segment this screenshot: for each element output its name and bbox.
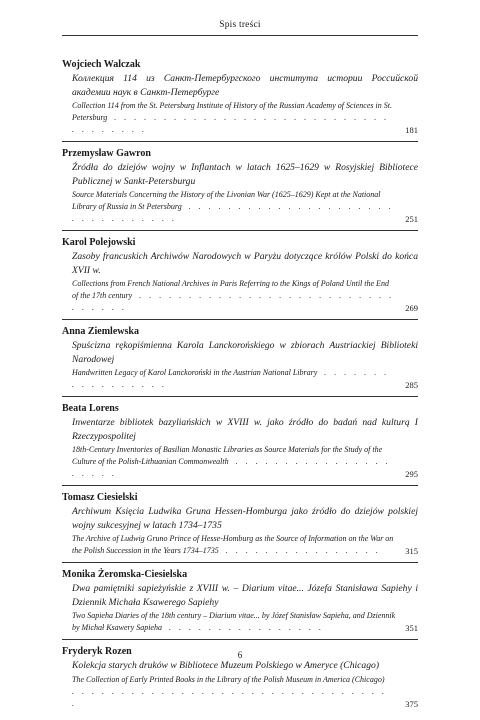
entry-translation: Handwritten Legacy of Karol Lanckoroński in the Austrian National Library	[72, 368, 318, 377]
entry-page-number: 251	[405, 214, 418, 224]
entry-translation: Collections from French National Archives in Paris Referring to the Kings of Poland Until the End of the 17th century	[72, 279, 389, 300]
entry-author: Beata Lorens	[62, 403, 119, 414]
toc-entry[interactable]	[62, 491, 418, 563]
running-header-title: Spis treści	[219, 20, 261, 30]
entry-page-number: 285	[405, 380, 418, 390]
entry-title: Kolekcja starych druków w Bibliotece Muzeum Polskiego w Ameryce (Chicago)	[72, 660, 380, 671]
entry-page-number: 269	[405, 303, 418, 313]
page-footer	[0, 650, 480, 660]
page-number: 6	[237, 650, 243, 660]
leader-dots: . . . . . . . . . . . . . . . .	[163, 623, 324, 632]
entry-title: Źródła do dziejów wojny w Inflantach w latach 1625–1629 w Rosyjskiej Bibliotece Publicznej w Sankt-Petersburgu	[72, 162, 418, 187]
entry-title: Dwa pamiętniki sapieżyńskie z XVIII w. – Diarium vitae... Józefa Stanisława Sapiehy i Dziennik Michała Ksawerego Sapiehy	[72, 583, 418, 608]
entry-author: Przemysław Gawron	[62, 148, 151, 159]
entry-author: Fryderyk Rozen	[62, 646, 132, 657]
leader-dots: . . . . . . . . . . . . . . . .	[220, 546, 381, 555]
entry-translation: 18th-Century Inventories of Basilian Monastic Libraries as Source Materials for the Study of the Culture of the Polish-Lithuanian Commonwealth	[72, 445, 383, 466]
entry-title: Inwentarze bibliotek bazyliańskich w XVIII w. jako źródło do badań nad kulturą I Rzeczypospolitej	[72, 417, 418, 442]
entry-translation: Two Sapieha Diaries of the 18th century – Diarium vitae... by Józef Stanisław Sapieha, and Dziennik by Michał Ksawery Sapieha	[72, 611, 396, 632]
entry-title: Archiwum Księcia Ludwika Gruna Hessen-Homburga jako źródło do dziejów polskiej wojny sukcesyjnej w latach 1734–1735	[72, 506, 418, 531]
toc-entry[interactable]	[62, 402, 418, 486]
entry-title: Spuścizna rękopiśmienna Karola Lanckorońskiego w zbiorach Austriackiej Biblioteki Narodowej	[72, 340, 418, 365]
entry-translation: The Archive of Ludwig Gruno Prince of Hesse-Homburg as the Source of Information on the War on the Polish Succession in the Years 1734–1735	[72, 534, 394, 555]
toc-entry[interactable]	[62, 325, 418, 397]
entry-page-number: 315	[405, 546, 418, 556]
leader-dots: . . . . . . . . . . . . . . . . . . . . . . . . . . . . . . . . . . . .	[72, 113, 390, 134]
entry-translation: The Collection of Early Printed Books in the Library of the Polish Museum in America (Chicago)	[72, 674, 385, 684]
toc-entry[interactable]	[62, 147, 418, 231]
toc-entry[interactable]	[62, 236, 418, 320]
entry-author: Tomasz Ciesielski	[62, 492, 138, 503]
entry-translation: Source Materials Concerning the History of the Livonian War (1625–1629) Kept at the National Library of Russia in St Petersburg	[72, 190, 381, 211]
entry-author: Anna Ziemlewska	[62, 326, 139, 337]
entry-author: Karol Polejowski	[62, 237, 136, 248]
toc-entry[interactable]	[62, 58, 418, 142]
leader-dots: . . . . . . . . . . . . . . . . . . . . .	[72, 457, 391, 478]
running-header	[62, 20, 418, 36]
entry-page-number: 375	[405, 698, 418, 709]
entry-page-number: 181	[405, 125, 418, 135]
entry-author: Wojciech Walczak	[62, 59, 141, 70]
table-of-contents	[62, 58, 418, 720]
entry-translation: Collection 114 from the St. Petersburg Institute of History of the Russian Academy of Sciences in St. Petersburg	[72, 101, 392, 122]
leader-dots: . . . . . . . . . . . . . . . . . . . . . . . . . . . . . . . .	[72, 291, 395, 312]
entry-title: Коллекция 114 из Санкт-Петербургского института истории Российской академии наук в Санкт-Петербурге	[72, 73, 418, 98]
leader-dots: . . . . . . . . . . . . . . . . . . . . . . . . . . . . . . . .	[72, 202, 394, 223]
entry-title: Zasoby francuskich Archiwów Narodowych w Paryżu dotyczące królów Polski do końca XVII w.	[72, 251, 418, 276]
toc-entry[interactable]	[62, 568, 418, 640]
entry-page-number: 295	[405, 469, 418, 479]
leader-dots: . . . . . . . . . . . . . . . . .	[72, 368, 390, 389]
leader-dots: . . . . . . . . . . . . . . . . . . . . . . . . . . . . . . . . .	[72, 686, 387, 708]
entry-page-number: 351	[405, 623, 418, 633]
entry-author: Monika Żeromska-Ciesielska	[62, 569, 188, 580]
